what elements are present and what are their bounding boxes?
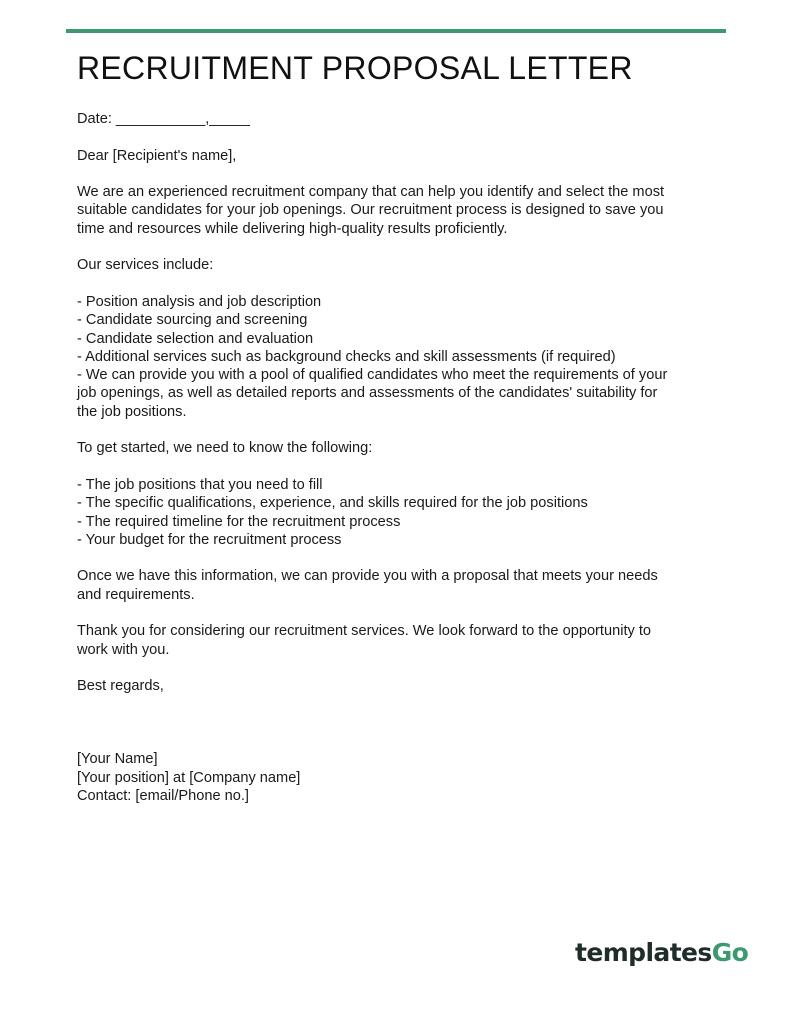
needs-list <box>77 476 717 549</box>
list-item: - The required timeline for the recruitment process <box>77 513 401 530</box>
list-item: - Additional services such as background checks and skill assessments (if required) <box>77 348 616 365</box>
list-item: - Candidate sourcing and screening <box>77 312 308 329</box>
logo-wordmark-templates: templates <box>575 938 712 967</box>
logo-wordmark-go: Go <box>711 938 749 967</box>
intro-line: We are an experienced recruitment company that can help you identify and select the most <box>77 184 665 201</box>
intro-line: time and resources while delivering high-quality results proficiently. <box>77 220 508 237</box>
list-item: - The job positions that you need to fill <box>77 476 323 493</box>
list-item: - We can provide you with a pool of qualified candidates who meet the requirements of your <box>77 367 668 384</box>
signature-gap <box>77 714 717 751</box>
list-item: - Position analysis and job description <box>77 293 322 310</box>
signature-name: [Your Name] <box>77 751 158 768</box>
list-item: job openings, as well as detailed reports and assessments of the candidates' suitability for <box>77 385 658 402</box>
paragraph-line: and requirements. <box>77 586 195 603</box>
letter-body <box>77 110 717 824</box>
top-accent-rule <box>66 29 726 33</box>
services-heading: Our services include: <box>77 257 214 274</box>
start-heading: To get started, we need to know the following: <box>77 440 373 457</box>
list-item: - Candidate selection and evaluation <box>77 330 314 347</box>
date-line: Date: ___________,_____ <box>77 111 250 127</box>
once-paragraph <box>77 567 717 604</box>
templatesgo-logo <box>575 938 748 968</box>
paragraph-line: work with you. <box>77 641 170 658</box>
thanks-paragraph <box>77 622 717 659</box>
salutation: Dear [Recipient's name], <box>77 147 237 164</box>
list-item: - The specific qualifications, experience, and skills required for the job positions <box>77 495 588 512</box>
intro-paragraph <box>77 183 717 238</box>
letter-title: RECRUITMENT PROPOSAL LETTER <box>77 50 633 86</box>
signature-contact: Contact: [email/Phone no.] <box>77 787 249 804</box>
signature-block <box>77 750 717 805</box>
closing: Best regards, <box>77 678 164 695</box>
intro-line: suitable candidates for your job openings. Our recruitment process is designed to save you <box>77 202 664 219</box>
list-item: - Your budget for the recruitment process <box>77 531 342 548</box>
signature-position: [Your position] at [Company name] <box>77 769 301 786</box>
services-list <box>77 293 717 421</box>
paragraph-line: Once we have this information, we can provide you with a proposal that meets your needs <box>77 568 658 585</box>
list-item: the job positions. <box>77 403 187 420</box>
paragraph-line: Thank you for considering our recruitment services. We look forward to the opportunity to <box>77 623 652 640</box>
